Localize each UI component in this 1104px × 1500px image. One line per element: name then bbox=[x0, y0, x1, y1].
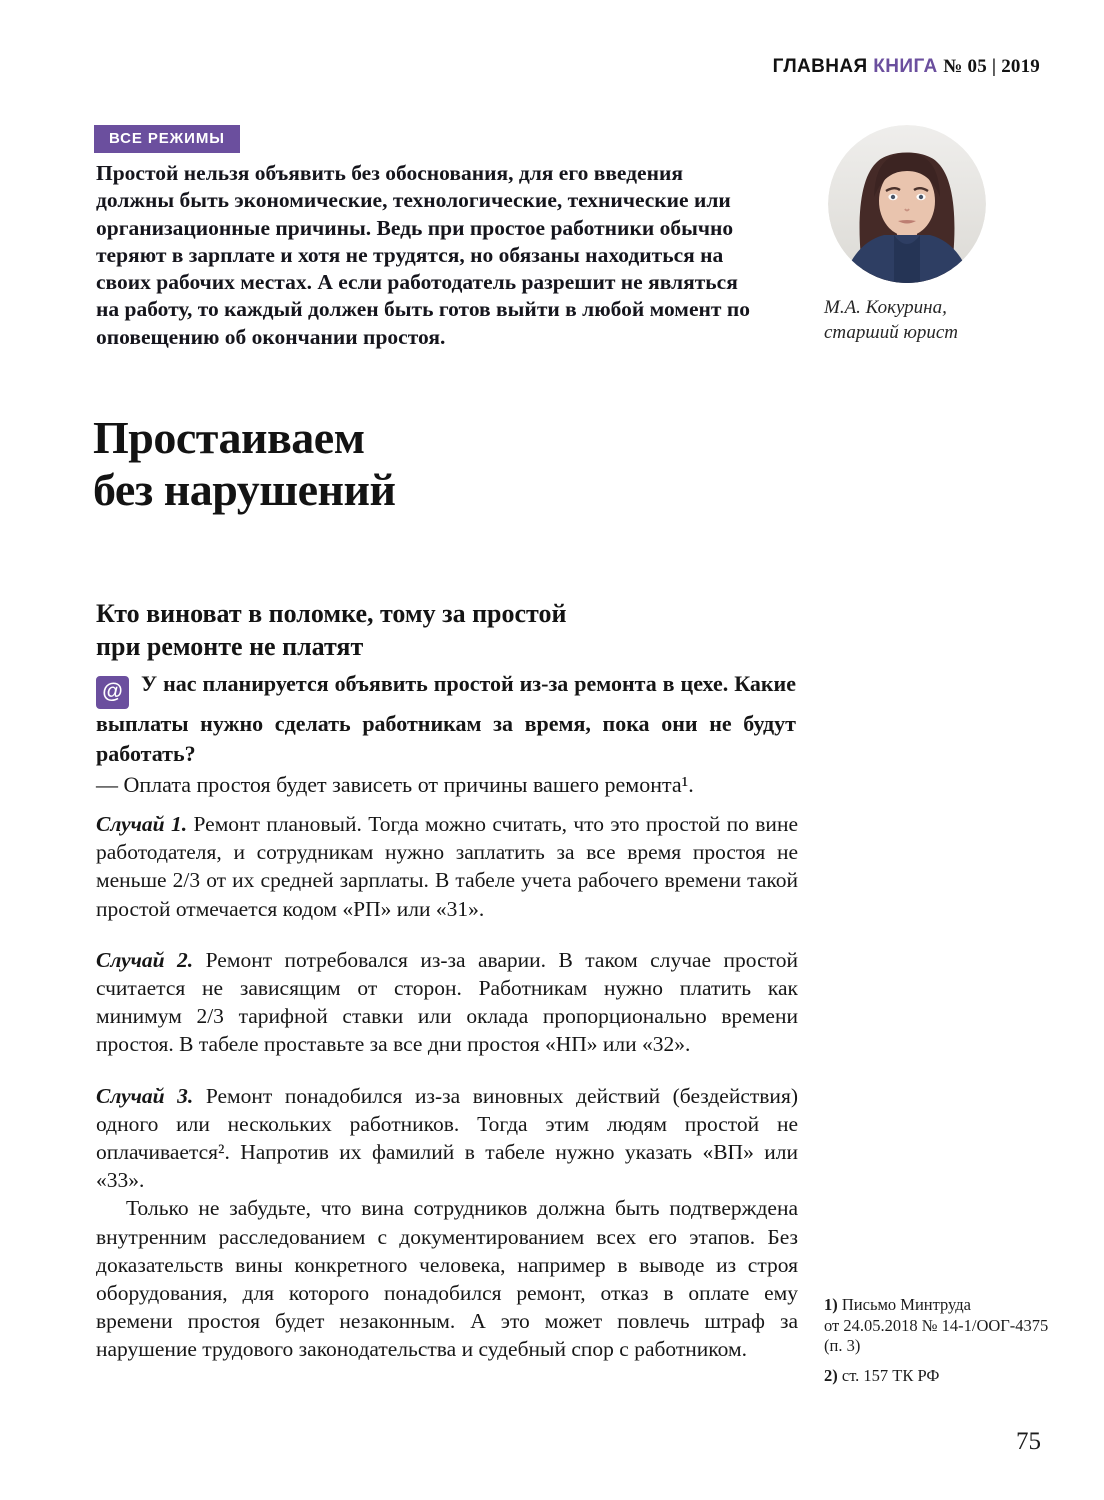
case-paragraph-3 bbox=[96, 1082, 798, 1195]
lead-paragraph: Простой нельзя объявить без обоснования, для его введения должны быть экономические, технологические, технические или организационные причины. Ведь при простое работники обычно теряют в зарплате и хотя не трудятся, но обязаны находиться на своих рабочих местах. А если работодатель разрешит не являться на работу, то каждый должен быть готов выйти в любой момент по оповещению об окончании простоя. bbox=[96, 161, 750, 349]
footnote-2-text: ст. 157 ТК РФ bbox=[841, 1365, 940, 1385]
reader-question bbox=[96, 669, 796, 768]
section-heading-line2: при ремонте не платят bbox=[96, 632, 364, 661]
article-title-line2: без нарушений bbox=[93, 464, 396, 515]
journal-brand-black: ГЛАВНАЯ bbox=[772, 56, 868, 77]
author-caption bbox=[824, 296, 1024, 345]
author-photo bbox=[828, 125, 986, 283]
at-icon: @ bbox=[96, 676, 129, 709]
case-paragraph-1 bbox=[96, 810, 798, 923]
footnote-1-line2: от 24.05.2018 № 14-1/ООГ-4375 bbox=[824, 1315, 1049, 1335]
answer-intro: — Оплата простоя будет зависеть от причины вашего ремонта¹. bbox=[96, 772, 694, 797]
footnotes bbox=[824, 1295, 1086, 1395]
case-text-1: Ремонт плановый. Тогда можно считать, что это простой по вине работодателя, и сотрудникам нужно заплатить за все время простоя не меньше 2/3 от их средней зарплаты. В табеле учета рабочего времени такой простой отмечается кодом «РП» или «31». bbox=[96, 812, 798, 921]
author-name: М.А. Кокурина, bbox=[824, 297, 947, 318]
case-label-3: Случай 3. bbox=[96, 1083, 194, 1108]
case-paragraph-2 bbox=[96, 946, 798, 1059]
case-label-2: Случай 2. bbox=[96, 947, 194, 972]
footnote-2-marker: 2) bbox=[824, 1365, 838, 1385]
author-portrait-icon bbox=[828, 125, 986, 283]
case-label-1: Случай 1. bbox=[96, 812, 188, 836]
article-title bbox=[93, 412, 396, 516]
article-title-line1: Простаиваем bbox=[93, 412, 365, 463]
regime-badge: ВСЕ РЕЖИМЫ bbox=[94, 125, 240, 153]
journal-issue: № 05 | 2019 bbox=[943, 56, 1040, 77]
journal-masthead bbox=[773, 56, 1040, 78]
case-text-2: Ремонт потребовался из-за аварии. В таком случае простой считается не зависящим от сторон. Работникам нужно платить как минимум 2/3 тарифной ставки или оклада пропорционально времени простоя. В табеле проставьте за все дни простоя «НП» или «32». bbox=[96, 947, 798, 1057]
case-list bbox=[96, 810, 798, 1364]
case-text-3: Ремонт понадобился из-за виновных действий (бездействия) одного или нескольких работников. Тогда этим людям простой не оплачивается². Напротив их фамилий в табеле нужно указать «ВП» или «33». bbox=[96, 1083, 798, 1193]
journal-brand-purple: КНИГА bbox=[873, 56, 938, 77]
page-number: 75 bbox=[1016, 1428, 1041, 1455]
footnote-2 bbox=[824, 1366, 1086, 1387]
footnote-1 bbox=[824, 1295, 1086, 1357]
author-role: старший юрист bbox=[824, 321, 959, 343]
question-answer-block bbox=[96, 669, 796, 800]
footnote-1-marker: 1) bbox=[824, 1295, 838, 1314]
body-paragraph: Только не забудьте, что вина сотрудников должна быть подтверждена внутренним расследованием с документированием всех его этапов. Без доказательств вины конкретного человека, например в выводе из строя оборудования, для которого понадобился ремонт, отказ в оплате ему времени простоя будет незаконным. А это может повлечь штраф за нарушение трудового законодательства и судебный спор с работником. bbox=[96, 1196, 798, 1362]
footnote-1-text: Письмо Минтруда bbox=[841, 1295, 971, 1314]
question-text: У нас планируется объявить простой из-за ремонта в цехе. Какие выплаты нужно сделать работникам за время, пока они не будут работать? bbox=[96, 671, 796, 766]
section-heading bbox=[96, 597, 566, 663]
section-heading-line1: Кто виноват в поломке, тому за простой bbox=[96, 599, 567, 628]
footnote-1-line3: (п. 3) bbox=[824, 1336, 861, 1355]
footnote-2-line1 bbox=[824, 1366, 1086, 1387]
footnote-1-line1 bbox=[824, 1295, 1086, 1316]
